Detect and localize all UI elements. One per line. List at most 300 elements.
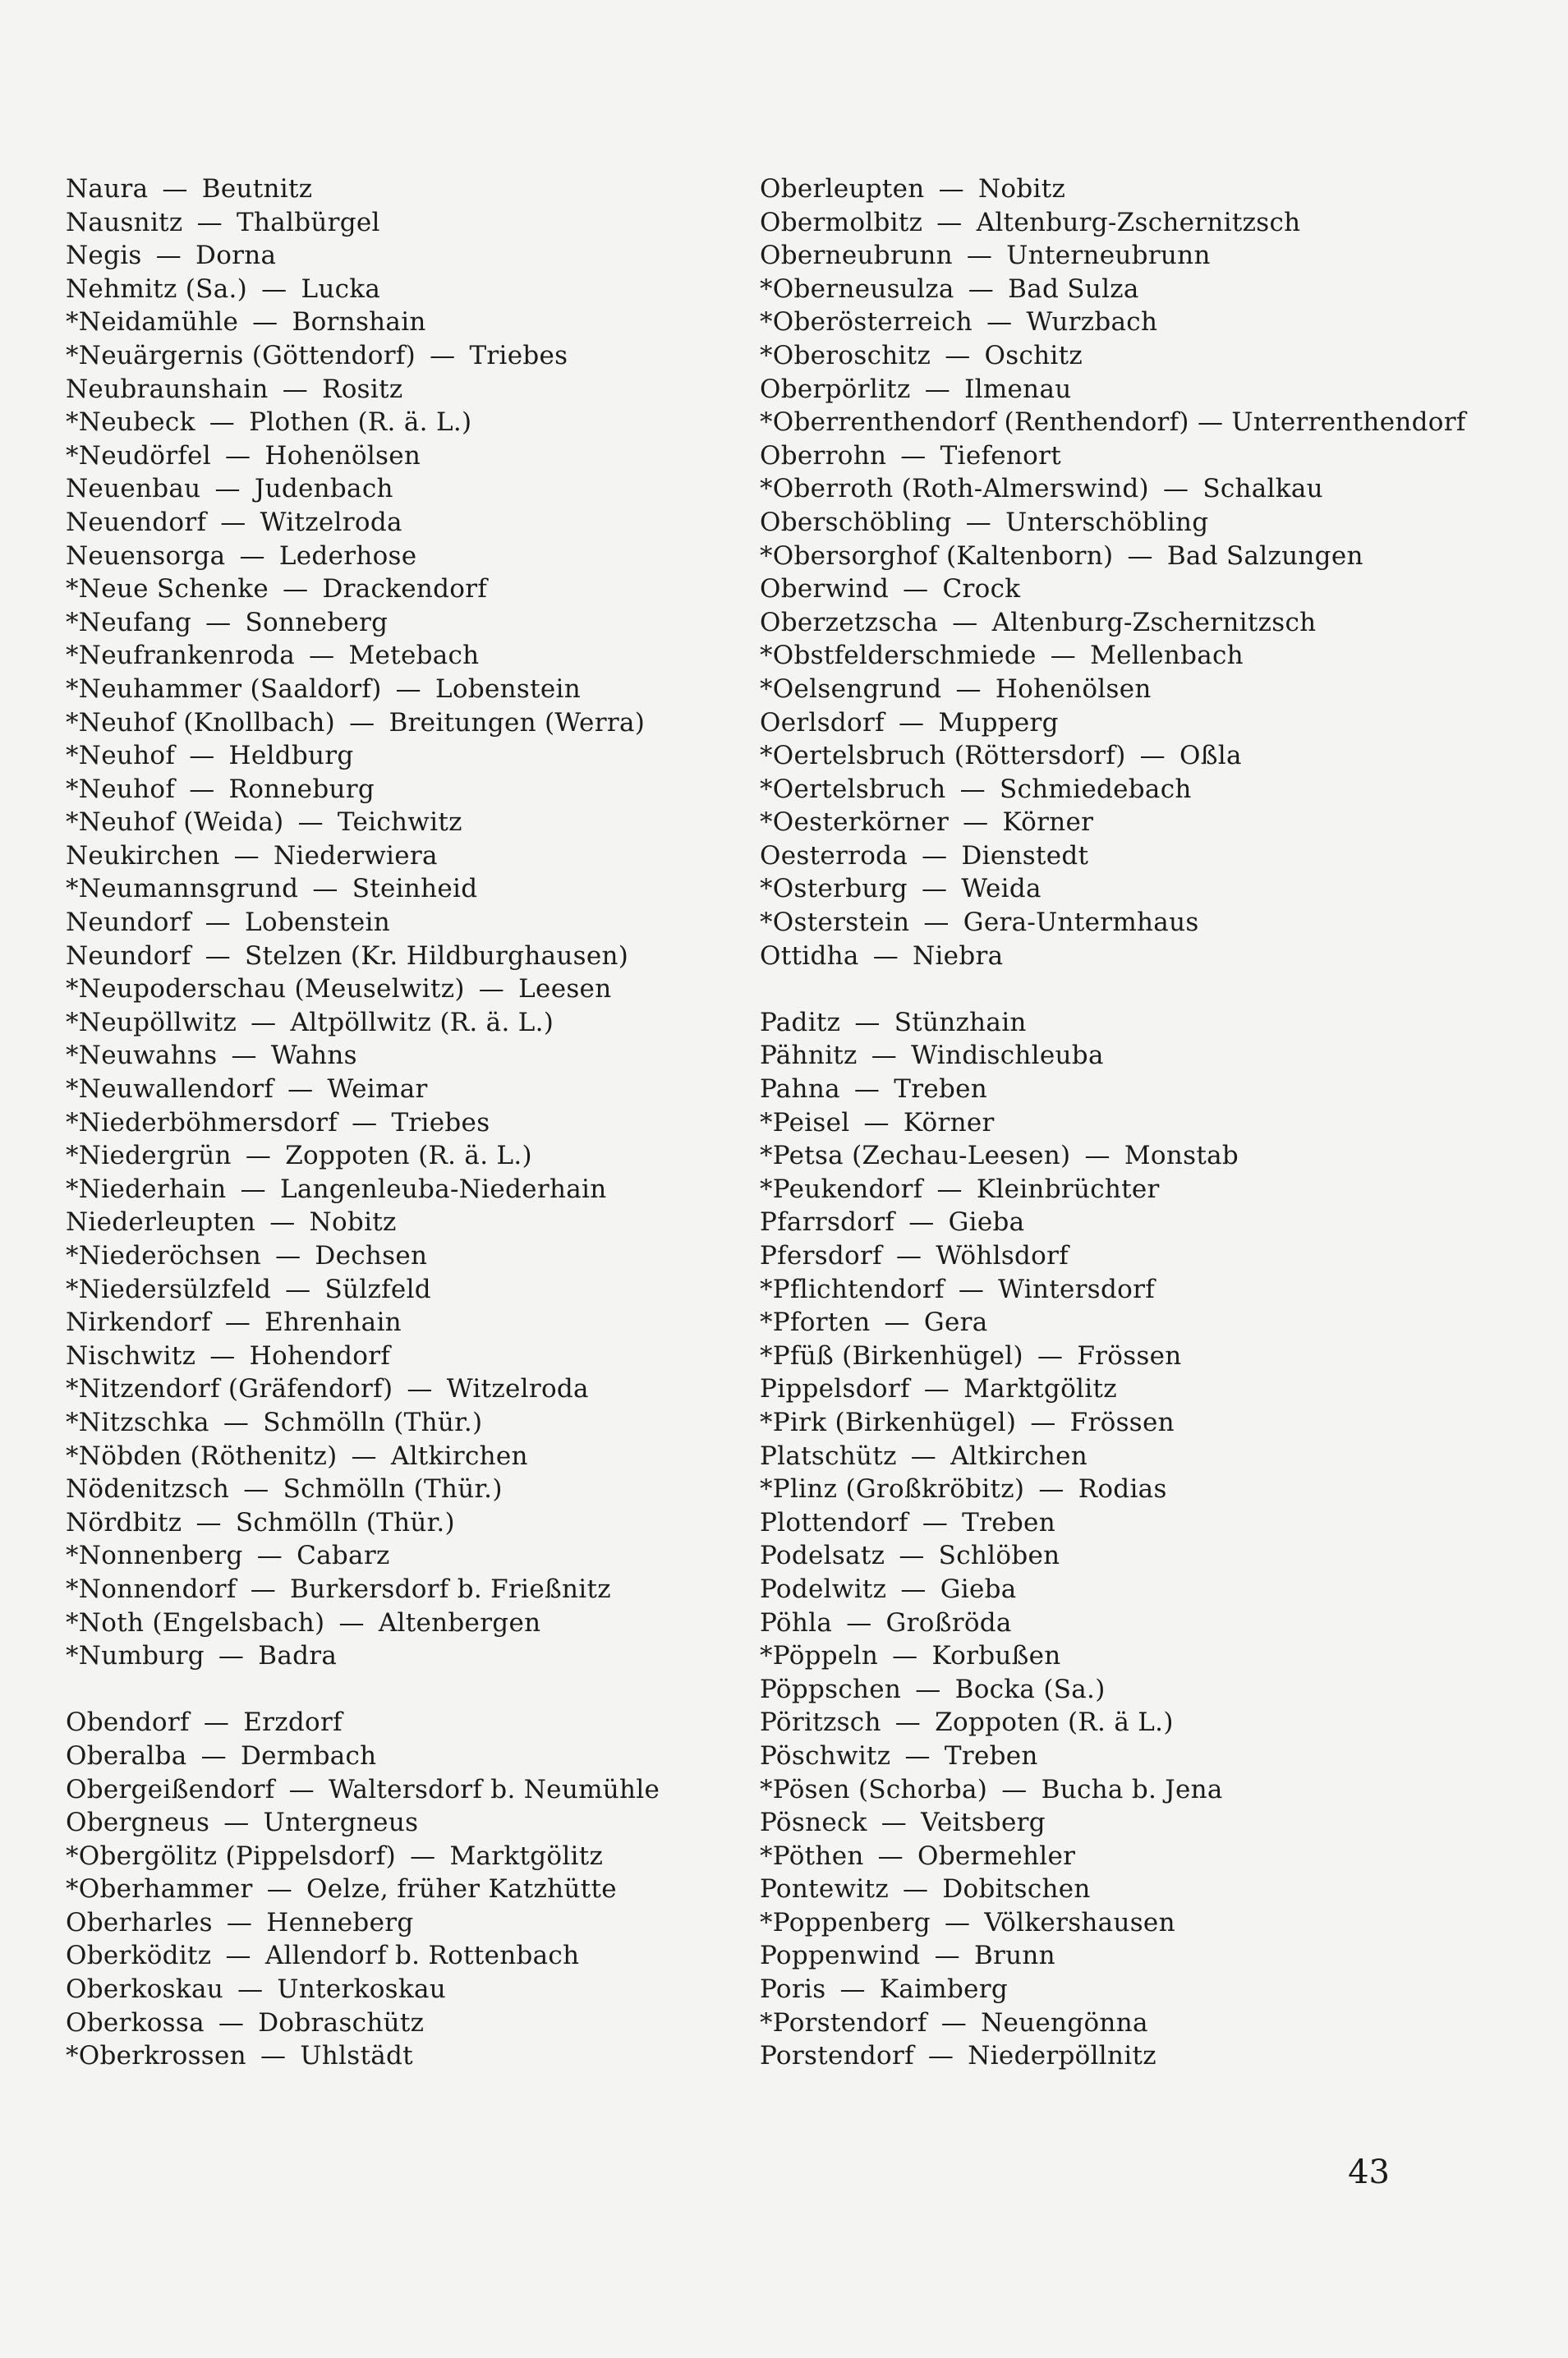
entry-target: Altenbergen [378,1607,541,1638]
entry-target: Gera-Untermhaus [963,908,1199,938]
index-entry [66,806,739,839]
entry-target: Tiefenort [940,440,1062,471]
entry-separator: — [252,307,278,338]
entry-target: Niebra [913,940,1004,971]
index-entry [760,1206,1499,1239]
entry-target: Zoppoten (R. ä L.) [935,1708,1174,1738]
entry-target: Burkersdorf b. Frießnitz [290,1574,611,1604]
entry-place: Oberkoskau [66,1974,224,2005]
entry-separator: — [352,1107,378,1138]
index-entry [760,872,1499,906]
entry-separator: — [903,574,929,604]
entry-target: Hohendorf [249,1340,391,1371]
entry-separator: — [927,2041,954,2071]
index-entry [760,1873,1499,1906]
entry-target: Rositz [322,374,403,404]
entry-place: Porstendorf [760,2041,914,2071]
index-entry [760,1906,1499,1940]
entry-separator: — [338,1607,365,1638]
entry-target: Weimar [327,1074,428,1105]
index-entry [66,773,739,807]
entry-separator: — [189,741,215,771]
entry-place: Oberharles [66,1907,213,1937]
entry-place: Ottidha [760,940,859,971]
entry-separator: — [285,1274,311,1304]
entry-place: *Osterstein [760,908,910,938]
entry-target: Unterkoskau [277,1974,447,2005]
entry-place: Podelsatz [760,1541,885,1571]
index-entry [760,1673,1499,1707]
entry-target: Schmölln (Thür.) [263,1407,483,1437]
index-entry [760,1039,1499,1073]
entry-place: *Neidamühle [66,307,239,338]
entry-target: Rodias [1078,1474,1167,1505]
entry-target: Niederpöllnitz [968,2041,1156,2071]
entry-target: Bornshain [292,307,426,338]
entry-target: Schalkau [1202,474,1323,504]
index-entry [760,1306,1499,1340]
entry-place: Obermolbitz [760,207,923,237]
entry-place: Pöschwitz [760,1740,891,1771]
index-entry [760,1139,1499,1173]
entry-place: *Oberkrossen [66,2041,246,2071]
entry-place: *Neupöllwitz [66,1007,237,1037]
entry-target: Wahns [270,1041,357,1071]
index-entry [66,906,739,940]
index-entry [760,1506,1499,1540]
entry-place: Oesterroda [760,840,908,871]
index-entry [66,1806,739,1840]
entry-place: *Oberneusulza [760,273,954,304]
entry-separator: — [958,1274,985,1304]
entry-target: Monstab [1124,1141,1239,1171]
entry-place: *Niederhain [66,1174,227,1204]
entry-separator: — [955,673,982,704]
entry-target: Treben [962,1507,1055,1538]
entry-separator: — [936,1174,963,1204]
index-entry [760,1372,1499,1406]
entry-separator: — [218,1641,245,1671]
entry-place: Neuenbau [66,474,201,504]
entry-place: Nödenitzsch [66,1474,230,1505]
index-entry [66,1206,739,1239]
entry-separator: — [934,1941,960,1971]
entry-target: Oßla [1179,741,1242,771]
index-entry [760,306,1499,339]
index-entry [66,1939,739,1973]
index-entry [66,572,739,606]
entry-place: *Oesterkörner [760,807,950,838]
index-entry [760,1273,1499,1307]
entry-separator: — [226,1907,253,1937]
entry-target: Dechsen [315,1241,428,1271]
entry-target: Erzdorf [243,1708,343,1738]
entry-target: Dermbach [240,1740,377,1771]
entry-target: Kaimberg [879,1974,1009,2005]
entry-target: Frössen [1069,1407,1175,1437]
entry-separator: — [944,1907,971,1937]
entry-target: Lucka [301,273,381,304]
index-entry [760,1939,1499,1973]
index-entry [760,1239,1499,1273]
entry-place: Oberköditz [66,1941,212,1971]
entry-place: Oberalba [66,1740,187,1771]
index-entry [760,1840,1499,1873]
entry-separator: — [900,1574,927,1604]
index-entry [66,472,739,506]
entry-target: Triebes [391,1107,490,1138]
entry-place: Obergneus [66,1808,210,1838]
entry-place: Obergeißendorf [66,1774,275,1804]
entry-separator: — [250,1574,276,1604]
entry-target: Neuengönna [981,2007,1148,2038]
index-entry [66,1106,739,1140]
entry-separator: — [959,774,986,804]
entry-place: *Pirk (Birkenhügel) [760,1407,1017,1437]
entry-target: Mellenbach [1090,641,1244,671]
index-entry [760,1406,1499,1440]
entry-separator: — [871,1041,898,1071]
entry-separator: — [872,940,899,971]
index-entry [66,1906,739,1940]
entry-target: Schmiedebach [999,774,1192,804]
entry-place: Oberneubrunn [760,241,953,271]
entry-target: Schlöben [938,1541,1060,1571]
entry-place: *Nonnenberg [66,1541,243,1571]
entry-place: Niederleupten [66,1207,256,1238]
entry-target: Zoppoten (R. ä. L.) [285,1141,532,1171]
entry-target: Mupperg [938,707,1059,738]
entry-separator: — [233,840,260,871]
index-entry [66,1840,739,1873]
entry-place: Oberrohn [760,440,887,471]
entry-target: Triebes [469,340,568,370]
index-entry [66,339,739,373]
entry-separator: — [884,1308,910,1338]
entry-separator: — [1139,741,1166,771]
entry-target: Sülzfeld [324,1274,431,1304]
entry-separator: — [269,1207,296,1238]
entry-place: *Porstendorf [760,2007,927,2038]
entry-place: *Neuhof [66,774,176,804]
entry-target: Witzelroda [446,1374,589,1404]
entry-separator: — [846,1607,872,1638]
index-entry [760,2039,1499,2073]
entry-target: Plothen (R. ä. L.) [249,407,472,438]
entry-separator: — [965,507,992,537]
entry-place: *Neuwallendorf [66,1074,274,1105]
index-entry [66,1006,739,1040]
entry-separator: — [205,908,231,938]
entry-target: Dobraschütz [258,2007,425,2038]
entry-target: Gieba [948,1207,1025,1238]
entry-place: *Peisel [760,1107,850,1138]
entry-target: Obermehler [917,1841,1076,1871]
entry-target: Wurzbach [1026,307,1158,338]
index-entry [66,739,739,773]
entry-separator: — [922,840,948,871]
entry-place: Oberkossa [66,2007,205,2038]
entry-target: Oelze, früher Katzhütte [306,1874,617,1905]
entry-place: *Oelsengrund [760,673,942,704]
entry-separator: — [1162,474,1189,504]
entry-place: *Nitzschka [66,1407,209,1437]
entry-target: Langenleuba-Niederhain [279,1174,607,1204]
entry-target: Bucha b. Jena [1041,1774,1223,1804]
entry-place: *Neupoderschau (Meuselwitz) [66,974,465,1004]
entry-target: Nobitz [977,174,1066,204]
index-entry [760,2006,1499,2040]
index-entry [66,1706,739,1740]
entry-separator: — [863,1107,890,1138]
entry-target: Heldburg [228,741,354,771]
entry-separator: — [261,273,287,304]
entry-place: *Oberoschitz [760,340,931,370]
index-entry [760,1539,1499,1573]
entry-separator: — [287,1074,314,1105]
entry-place: Oberleupten [760,174,925,204]
entry-target: Altpöllwitz (R. ä. L.) [290,1007,554,1037]
entry-place: *Oberösterreich [760,307,973,338]
entry-separator: — [231,1041,257,1071]
entry-place: *Pfüß (Birkenhügel) [760,1340,1023,1371]
index-entry [66,273,739,306]
entry-target: Ilmenau [964,374,1072,404]
entry-target: Hohenölsen [264,440,421,471]
index-entry [760,1106,1499,1140]
index-entry [760,1806,1499,1840]
entry-separator: — [854,1007,881,1037]
entry-separator: — [209,1340,236,1371]
entry-target: Uhlstädt [300,2041,413,2071]
entry-target: Badra [258,1641,338,1671]
entry-place: Oberpörlitz [760,374,911,404]
entry-separator: — [899,1541,925,1571]
entry-target: Brunn [973,1941,1055,1971]
entry-place: *Niedersülzfeld [66,1274,272,1304]
entry-target: Schmölln (Thür.) [283,1474,503,1505]
index-entry [760,506,1499,540]
entry-place: Poppenwind [760,1941,921,1971]
entry-target: Dorna [195,241,277,271]
entry-target: Niederwiera [274,840,438,871]
entry-place: *Obergölitz (Pippelsdorf) [66,1841,397,1871]
entry-target: Unterschöbling [1005,507,1209,537]
entry-target: Lederhose [278,540,417,571]
entry-place: Obendorf [66,1708,190,1738]
entry-separator: — [892,1641,918,1671]
entry-separator: — [1038,1474,1064,1505]
index-entry [66,506,739,540]
entry-place: Oberschöbling [760,507,952,537]
index-entry [760,1639,1499,1673]
entry-place: *Niederböhmersdorf [66,1107,338,1138]
entry-separator: — [312,874,338,904]
index-entry [760,1606,1499,1640]
index-entry [760,773,1499,807]
entry-separator: — [921,874,948,904]
index-entry [760,739,1499,773]
entry-target: Waltersdorf b. Neumühle [328,1774,660,1804]
entry-place: *Oberhammer [66,1874,253,1905]
entry-place: Pahna [760,1074,840,1105]
entry-place: Nördbitz [66,1507,182,1538]
entry-separator: — [966,241,993,271]
index-entry [760,406,1499,439]
entry-place: *Oertelsbruch [760,774,946,804]
entry-separator: — [275,1241,301,1271]
entry-place: *Noth (Engelsbach) [66,1607,325,1638]
entry-separator: — [288,1774,315,1804]
entry-place: Neukirchen [66,840,220,871]
index-entry [760,1706,1499,1740]
index-entry [760,940,1499,973]
entry-separator: — [223,1808,250,1838]
entry-separator: — [239,540,265,571]
entry-target: Bad Sulza [1008,273,1139,304]
entry-separator: — [395,673,421,704]
index-entry [760,540,1499,573]
index-entry [760,572,1499,606]
entry-place: *Oertelsbruch (Röttersdorf) [760,741,1126,771]
index-entry [66,540,739,573]
entry-separator: — [407,1374,433,1404]
entry-target: Bad Salzungen [1166,540,1363,571]
entry-target: Korbußen [931,1641,1061,1671]
index-entry [66,1372,739,1406]
entry-place: *Neuwahns [66,1041,218,1071]
entry-separator: — [203,1708,230,1738]
entry-target: Oschitz [984,340,1083,370]
entry-separator: — [205,940,231,971]
entry-place: *Nitzendorf (Gräfendorf) [66,1374,393,1404]
entry-separator: — [283,574,309,604]
entry-target: Windischleuba [911,1041,1104,1071]
entry-separator: — [297,807,324,838]
index-entry [66,1973,739,2006]
entry-separator: — [910,1441,937,1471]
entry-separator: — [155,241,182,271]
entry-place: *Numburg [66,1641,205,1671]
entry-separator: — [853,1074,881,1105]
entry-place: *Obstfelderschmiede [760,641,1037,671]
index-entry [66,2039,739,2073]
entry-separator: — [952,607,978,637]
entry-target: Treben [944,1740,1038,1771]
entry-separator: — [881,1808,908,1838]
entry-place: *Plinz (Großkröbitz) [760,1474,1025,1505]
entry-target: Wöhlsdorf [936,1241,1069,1271]
entry-place: *Oberroth (Roth-Almerswind) [760,474,1149,504]
index-entry [760,639,1499,673]
index-entry [760,606,1499,640]
entry-separator: — [251,1007,277,1037]
entry-separator: — [895,1241,922,1271]
entry-target: Crock [942,574,1021,604]
entry-separator: — [195,1507,222,1538]
entry-separator: — [968,273,995,304]
entry-place: Nirkendorf [66,1308,211,1338]
entry-separator: — [200,1740,227,1771]
entry-separator: — [224,1308,251,1338]
entry-place: *Niederöchsen [66,1241,262,1271]
entry-separator: — [936,207,963,237]
entry-target: Veitsberg [921,1808,1046,1838]
entry-separator: — [189,774,215,804]
entry-target: Stünzhain [894,1007,1027,1037]
index-entry [66,1173,739,1207]
entry-separator: — [900,440,927,471]
index-entry [760,706,1499,740]
entry-separator: — [923,1374,950,1404]
index-entry [66,373,739,407]
index-entry [66,1440,739,1473]
entry-place: Pontewitz [760,1874,889,1905]
index-entry [66,1506,739,1540]
entry-separator: — [218,2007,245,2038]
entry-place: Podelwitz [760,1574,887,1604]
index-entry [760,1073,1499,1106]
index-entry [66,1139,739,1173]
entry-place: *Neubeck [66,407,195,438]
entry-separator: — [898,707,925,738]
entry-target: Steinheid [352,874,478,904]
entry-place: *Neuhof [66,741,176,771]
entry-separator: — [220,507,246,537]
entry-target: Sonneberg [245,607,389,637]
page-number: 43 [1348,2153,1390,2191]
entry-separator: — [1030,1407,1056,1437]
entry-separator: — [240,1174,266,1204]
entry-place: Poris [760,1974,826,2005]
entry-place: *Pforten [760,1308,871,1338]
index-entry [66,1639,739,1673]
index-entry [66,206,739,240]
entry-place: Pähnitz [760,1041,858,1071]
entry-place: *Pöthen [760,1841,864,1871]
index-entry [760,806,1499,839]
index-entry [66,1573,739,1606]
entry-separator: — [243,1474,269,1505]
entry-place: Pösneck [760,1808,867,1838]
entry-place: Nausnitz [66,207,183,237]
index-entry [760,1973,1499,2006]
entry-place: *Neudörfel [66,440,211,471]
entry-target: Treben [894,1074,988,1105]
entry-separator: — [1050,641,1077,671]
entry-place: Neuendorf [66,507,207,537]
index-entry [66,872,739,906]
index-entry [760,206,1499,240]
entry-target: Cabarz [297,1541,390,1571]
index-entry [66,1740,739,1773]
index-entry [66,2006,739,2040]
entry-target: Weida [961,874,1042,904]
entry-separator: — [839,1974,866,2005]
entry-target: Altkirchen [950,1441,1088,1471]
entry-place: *Poppenberg [760,1907,931,1937]
entry-separator: — [430,340,456,370]
index-entry [66,706,739,740]
entry-separator: — [923,908,950,938]
entry-place: Nehmitz (Sa.) [66,273,248,304]
entry-target: Beutnitz [201,174,313,204]
entry-place: *Neufrankenroda [66,641,296,671]
entry-separator: — [940,2007,968,2038]
entry-place: Pöhla [760,1607,833,1638]
entry-separator: — [266,1874,292,1905]
entry-separator: — [904,1740,931,1771]
